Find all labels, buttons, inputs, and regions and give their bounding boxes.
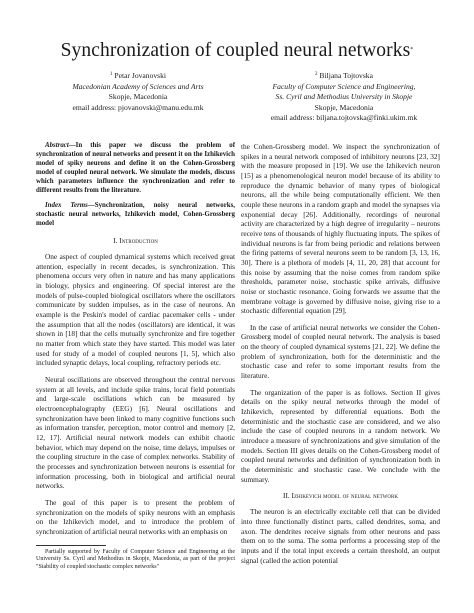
index-terms-lead: Index Terms [45, 202, 88, 210]
author-block-2 [244, 70, 444, 124]
author-city: Skopje, Macedonia [108, 92, 168, 102]
author-name: $^1$ Petar Jovanovski [109, 71, 167, 80]
abstract-text: —In this paper we discuss the problem of synchronization of neural networks and present it on the Izhikevich model of spiky neurons and define it on the Cohen-Grossberg model of coupled neural network. We simulate the models, discuss which parameters influence the synchronization and refer to different results from the literature. [36, 142, 235, 194]
author-city: Skopje, Macedonia [314, 102, 374, 112]
index-terms-text: —Synchronization, noisy neural networks, stochastic neural networks, Izhikevich model, Cohen-Grossberg model [36, 202, 235, 228]
index-terms [36, 202, 235, 229]
footnote-divider [36, 545, 106, 546]
abstract [36, 142, 235, 195]
author-block-1 [38, 70, 238, 113]
author-affiliation-line-2: Ss. Cyril and Methodius University in Skopje [275, 92, 413, 102]
author-name: $^2$ Biljana Tojtovska [315, 71, 373, 80]
author-number: 2 [315, 72, 318, 77]
abstract-lead: Abstract [45, 142, 69, 149]
title-footnote-mark: * [410, 47, 414, 53]
author-affiliation-line-1: Faculty of Computer Science and Engineering, [272, 81, 416, 91]
author-number: 1 [109, 72, 113, 77]
body-paragraph: The organization of the paper is as follows. Section II gives details on the spiky neural networks through the model of Izhikevich, represented by differential equations. Both the deterministic and the stochastic case are considered, and we also include the case of coupled neurons in a random network. We introduce a measure of synchronizations and give simulation of the models. Section III gives details on the Cohen-Grossberg model of coupled neural networks and definition of synchronization both in the deterministic and stochastic case. We conclude with the summary. [241, 387, 440, 484]
left-column [36, 142, 235, 571]
title-text: Synchronization of coupled neural networks [60, 40, 411, 61]
author-email: email address: biljana.tojtovska@finki.ukim.mk [270, 113, 418, 123]
body-paragraph: The neuron is an electrically excitable cell that can be divided into three functionally distinct parts, called dendrites, soma, and axon. The dendrites receive signals from other neurons and pass them on to the soma. The soma performs a processing step of the inputs and if the total input exceeds a certain threshold, an output signal (called the action potential [241, 507, 440, 565]
section-heading-introduction: I. Introduction [113, 236, 158, 246]
body-paragraph: Neural oscillations are observed throughout the central nervous system at all levels, and include spike trains, local field potentials and large-scale oscillations which can be measured by electroencephalography (EEG) [6]. Neural oscillations and synchronization have been linked to many cognitive functions such as information transfer, perception, motor control and memory [2, 12, 17]. Artificial neural network models can exhibit chaotic behavior, which may depend on the noise, time delays, impulses or the coupling structure in the case of complex networks. Stability of the processes and synchronization between neurons is essential for information processing, both in biological and artificial neural networks. [36, 375, 235, 491]
author-affiliation: Macedonian Academy of Sciences and Arts [72, 81, 204, 91]
body-paragraph: One aspect of coupled dynamical systems which received great attention, especially in recent decades, is synchronization. This phenomena occurs very often in nature and has many applications in biology, physics and engineering. Of special interest are the models of pulse-coupled biological oscillators where the oscillators communicate by sudden impulses, as in the case of neurons. An example is the Peskin's model of cardiac pacemaker cells - under the assumption that all the nodes (oscillators) are identical, it was shown in [18] that the cells mutually synchronize and fire together no matter from which state they have started. This model was later used for study of a model of coupled neurons [1, 5], which also included synaptic delays, local coupling, refractory periods etc. [36, 252, 235, 368]
author-email: email address: pjovanovski@manu.edu.mk [72, 102, 204, 112]
body-paragraph: In the case of artificial neural networks we consider the Cohen-Grossberg model of coupled neural network. The analysis is based on the theory of coupled dynamical systems [21, 22]. We define the problem of synchronization, both for the deterministic and the stochastic case and refer to some important results from the literature. [241, 322, 440, 381]
paper-title [0, 38, 474, 63]
body-paragraph: the Cohen-Grossberg model. We inspect the synchronization of spikes in a neural network composed of inhibitory neurons [23, 32] with the measure proposed in [19]. We use the Izhikevich neuron [15] as a phenomenological neuron model because of its ability to reproduce the dynamic behavior of many types of biological neurons, all the while being computationally efficient. We then couple these neurons in a random graph and model the synapses via exponential decay [26]. Additionally, recordings of neuronal activity are characterized by a high degree of irregularity – neurons receive tens of thousands of highly fluctuating inputs. The spikes of individual neurons is far from being periodic and relations between the firing patterns of several neurons seem to be random [3, 13, 16, 30]. There is a plethora of models [4, 11, 20, 28] that account for this noise by assuming that the noise comes from random spike thresholds, parameter noise, stochastic spike arrivals, diffusive noise or stochastic resonance. Going forwards we assume that the membrane voltage is governed by diffusive noise, giving rise to a stochastic differential equation [29]. [241, 142, 440, 316]
right-column [241, 142, 440, 565]
section-heading-izhikevich: II. Izhikevich model of neural network [283, 491, 398, 501]
funding-footnote: Partially supported by Faculty of Computer Science and Engineering at the University Ss. Cyril and Methodius in Skopje, Macedonia, as part of the project "Stability of coupled stochastic complex networks" [36, 548, 235, 570]
body-paragraph: The goal of this paper is to present the problem of synchronization on the models of spiky neurons with an emphasis on the Izhikevich model, and to introduce the problem of synchronization of artificial neural networks with an emphasis on [36, 497, 235, 536]
